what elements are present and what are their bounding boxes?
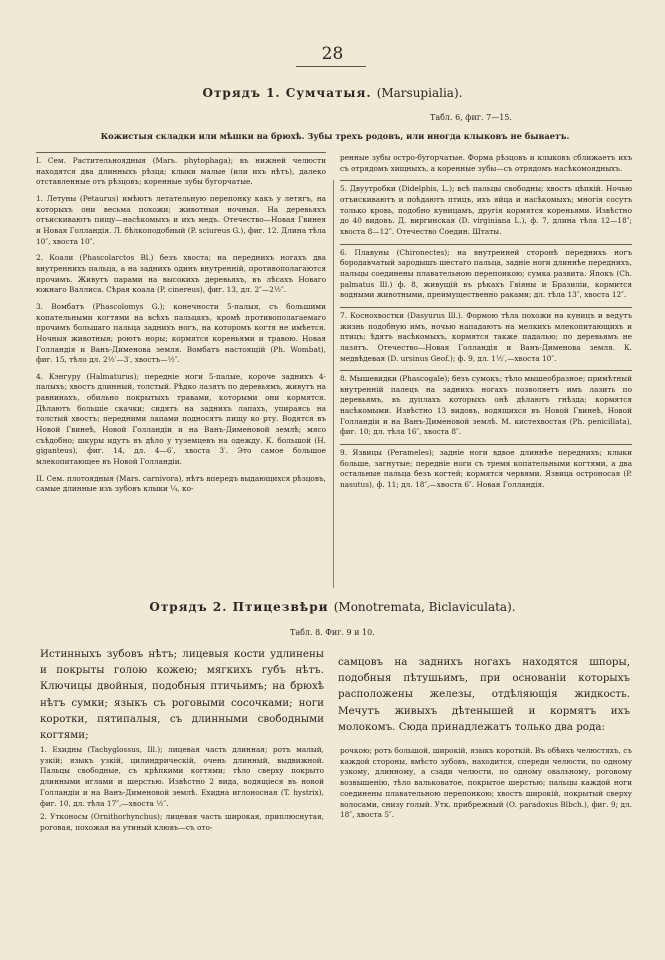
entry: 3. Вомбатъ (Phascolomys G.); конечности 5-палыя, съ большими копательными когтями на всѣхъ пальцахъ, кромѣ противополагаемаго прочимъ большаго пальца заднихъ ногъ, на которомъ когтя не имѣется. Ночныя животныя; роютъ норы; кормятся кореньями и травою. Новая Голландія и Ванъ-Дименова земля. Вомбатъ настоящій (Ph. Wombat), фиг. 15, тѣло дл. 2½′—3′, хвостъ—½″. <box>36 301 326 365</box>
left-column <box>36 152 326 501</box>
column-rule <box>36 152 326 153</box>
order2-intro-right: самцовъ на заднихъ ногахъ находятся шпоры, подобныя пѣтушьимъ, при основаніи которыхъ расположены железы, отдѣляющія жидкость. Мечутъ живыхъ дѣтенышей и кормятъ ихъ молокомъ. Сюда принадлежатъ только два рода: <box>338 656 630 733</box>
order2-title: Отрядъ 2. Птицезвѣри <box>149 600 329 614</box>
entry: 2. Коали (Phascolarctos Bl.) безъ хвоста; на переднихъ ногахъ два внутреннихъ пальца, а на заднихъ одинъ внутренній, противополагаются прочимъ. Живутъ парами на высокихъ деревьяхъ, въ лѣсахъ Новаго южнаго Валлиса. Сѣрая коала (P. cinereus), фиг. 13, дл. 2″—2½″. <box>36 253 326 295</box>
entry: 2. Утконосы (Ornithorhynchus); лицевая часть широкая, приплюснутая, роговая, похожая на утиный клювъ—съ ото- <box>40 812 324 832</box>
entry: 5. Двуутробки (Didelphis, L.); всѣ пальцы свободны; хвостъ цѣпкій. Ночью отъискиваютъ и поѣдаютъ птицъ, ихъ яйца и насѣкомыхъ; многія сосутъ только кровь, подобно куницамъ, другія кормятся кореньями. Извѣстно до 40 видовъ. Д. виргинская (D. virginiana L.), ф. 7, длина тѣла 12—18″; хвоста 8—12″. Отечество Соедин. Штаты. <box>340 184 632 236</box>
entry: II. Сем. плотоядныя (Mars. carnivora), нѣтъ впередъ выдающихся рѣзцовъ, самые длинные изъ зубовъ клыки ¼, ко- <box>36 473 326 494</box>
page-number: 28 <box>321 44 344 64</box>
entry: 1. Летуны (Petaurus) имѣютъ летательную перепонку какъ у летягъ, на которыхъ они весьма похожи; животныя ночныя. На деревьяхъ отъискиваютъ пищу—насѣкомыхъ и ихъ медъ. Отечество—Новая Гвинея и Новая Голландія. Л. бѣлкоподобный (P. sciureus G.), фиг. 12. Длина тѣла 10″, хвоста 10″. <box>36 193 326 246</box>
order2-left-column <box>40 745 324 837</box>
right-column <box>340 153 632 497</box>
order1-latin: (Marsupialia). <box>376 86 463 100</box>
column-divider <box>333 180 334 588</box>
order2-right-column: рочкою; ротъ большой, широкій, языкъ короткій. Въ обѣихъ челюстяхъ, съ каждой стороны, вмѣсто зубовъ, находится, спереди челюсти, по одному узкому, длинному, а сзади челюсти, по одному овальному, роговому возвышенію, тѣло вальковатое, покрытое шерстью; пальцы каждой ноги соединены плавательною перепонкою; хвостъ широкій, покрытый сверху волосами, снизу голый. Утк. прибрежный (O. paradoxus Blbch.), фиг. 9; дл. 18″, хвоста 5″. <box>340 746 632 820</box>
table2-reference: Табл. 8. Фиг. 9 и 10. <box>290 628 375 637</box>
entry: 4. Кэнгуру (Halmaturus); передніе ноги 5-палые, короче заднихъ 4-палыхъ; хвостъ длинный, толстый. Рѣдко лазятъ по деревьямъ, живутъ на равнинахъ, обильно покрытыхъ травами, которыми они кормятся. Дѣлаютъ большіе скачки; сидятъ на заднихъ лапахъ, упираясь на толстый хвостъ; передними лапами подносятъ пищу ко рту. Водятся въ Новой Гвинеѣ, Новой Голландіи и на Ванъ-Дименовой землѣ; мясо съѣдобно; шкуры идутъ въ дѣло у туземцевъ на одежду. К. большой (H. giganteus), фиг. 14, дл. 4—6′, хвоста 3′. Это самое большое млекопитающее въ Новой Голландіи. <box>36 371 326 467</box>
order2-intro-left: Истинныхъ зубовъ нѣтъ; лицевыя кости удлинены и покрыты голою кожею; мягкихъ губъ нѣтъ. Ключицы двойныя, подобныя птичьимъ; на брюхѣ нѣтъ сумки; языкъ съ роговыми сосочками; ноги коротки, пятипалыя, съ длинными свободными когтями; <box>40 648 324 742</box>
entry: I. Сем. Растительноядныя (Marь. phytophaga); въ нижней челюсти находятся два длинныхъ рѣзца; клыки малые (или ихъ нѣтъ), далеко отставленные отъ рѣзцовъ; коренные зубы бугорчатые. <box>36 156 326 187</box>
column-rule <box>340 180 632 181</box>
entry: 8. Мышевидки (Phascogale); безъ сумокъ; тѣло мышеобразное; примѣтный внутренній палецъ на заднихъ ногахъ позволяетъ имъ лазить по деревьямъ, въ дуплахъ которыхъ онѣ дѣлаютъ гнѣзда; кормятся насѣкомыми. Извѣстно 13 видовъ, водящихся въ Новой Гвинеѣ, Новой Голландіи и на Ванъ-Дименовой землѣ. М. кистехвостая (Ph. penicillata), фиг. 10; дл. тѣла 16″, хвоста 8″. <box>340 374 632 437</box>
column-rule <box>340 370 632 371</box>
order1-intro: Кожистыя складки или мѣшки на брюхѣ. Зубы трехъ родовъ, или иногда клыковъ не бываетъ. <box>100 131 570 141</box>
order1-heading <box>0 86 665 100</box>
order1-title: Отрядъ 1. Сумчатыя. <box>202 86 372 100</box>
order2-heading <box>0 600 665 614</box>
page-number-rule <box>296 66 366 67</box>
entry: 6. Плавуны (Chironectes); на внутренней сторонѣ переднихъ ногъ бородавчатый зародышъ шестаго пальца, задніе ноги длиннѣе переднихъ, пальцы соединены плавательною перепонкою; сумка развита. Япокъ (Ch. palmatus Ill.) ф. 8, живущій въ рѣкахъ Гвіяны и Бразиліи, кормится водными животными, преимущественно раками; дл. тѣла 13″, хвоста 12″. <box>340 247 632 300</box>
column-rule <box>340 244 632 245</box>
column-rule <box>340 307 632 308</box>
entry: 9. Язвицы (Perameles); задніе ноги вдвое длиннѣе переднихъ; клыки больше, загнутые; передніе ноги съ тремя копательными когтями, а два остальные пальца безъ когтей; кормятся червями. Язвица остроносая (P. nasutus), ф. 11; дл. 18″,—хвоста 6″. Новая Голландія. <box>340 448 632 490</box>
order2-latin: (Monotremata, Biclaviculata). <box>333 600 516 614</box>
entry: 1. Ехидны (Tachyglossus, Ill.); лицевая часть длинная; ротъ малый, узкій; языкъ узкій, цилиндрическій, очень длинный, выдвижной. Пальцы свободные, съ крѣпкими когтями; тѣло сверху покрыто длинными иглами и шерстью. Извѣстно 2 вида, водящіеся въ новой Голландіи и на Ванъ-Дименовой землѣ. Ехидна иглоносная (T. hystrix), фиг. 10, дл. тѣла 17″,—хвоста ½″. <box>40 745 324 808</box>
entry: 7. Коснохвостки (Dasyurus Ill.). Формою тѣла похожи на куницъ и ведутъ жизнь подобную имъ, ночью нападаютъ на мелкихъ млекопитающихъ и птицъ; ѣдятъ насѣкомыхъ, кормятся также падалью; по деревьямъ не лазятъ. Отечество—Новая Голландія и Ванъ-Дименова земля. К. медвѣдевая (D. ursinus Geof.); ф. 9, дл. 1½′,—хвоста 10″. <box>340 310 632 363</box>
entry: ренные зубы остро-бугорчатые. Форма рѣзцовъ и клыковъ сближаетъ ихъ съ отрядомъ хищныхъ, а коренные зубы—съ отрядомъ насѣкомоядныхъ. <box>340 153 632 173</box>
column-rule <box>340 444 632 445</box>
table1-reference: Табл. 6, фиг. 7—15. <box>430 113 512 122</box>
